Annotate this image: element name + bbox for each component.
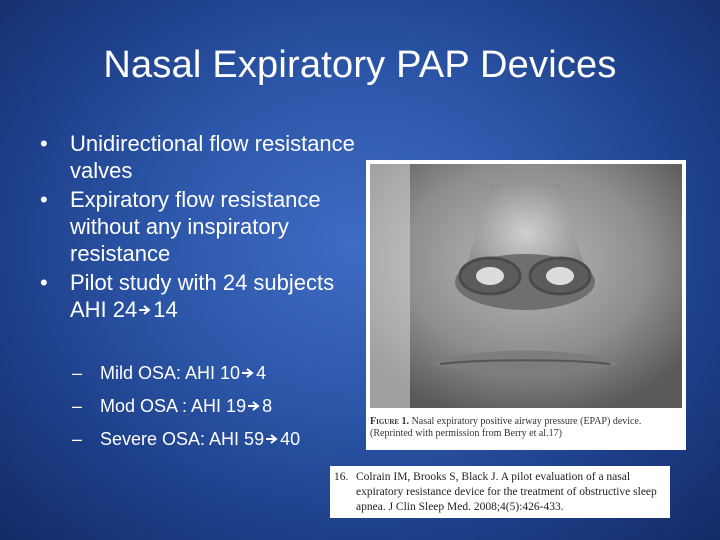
bullet-arrow-value: 14 xyxy=(153,297,178,322)
right-arrow-icon xyxy=(241,366,255,380)
figure-caption-label: Figure 1. xyxy=(370,416,410,427)
slide-title: Nasal Expiratory PAP Devices xyxy=(103,44,617,86)
sub-bullet-item xyxy=(72,395,362,418)
face-epap-photo xyxy=(370,164,682,408)
sub-bullet-text: Mild OSA: AHI 10 xyxy=(100,363,241,383)
sub-bullet-item xyxy=(72,362,362,385)
right-arrow-icon xyxy=(247,399,261,413)
sub-bullet-text: Severe OSA: AHI 59 xyxy=(100,429,265,449)
sub-bullet-arrow-value: 4 xyxy=(256,363,267,383)
sub-bullet-marker: – xyxy=(72,429,83,449)
bullet-list xyxy=(40,130,360,325)
sub-bullet-text: Mod OSA : AHI 19 xyxy=(100,396,247,416)
right-arrow-icon xyxy=(265,432,279,446)
figure-panel xyxy=(366,160,686,450)
sub-bullet-list xyxy=(72,362,362,461)
figure-caption-text: Nasal expiratory positive airway pressure (EPAP) device. (Reprinted with permission from Berry et al.17) xyxy=(370,416,642,439)
bullet-marker: • xyxy=(40,131,48,156)
right-arrow-icon xyxy=(138,303,152,317)
sub-bullet-item xyxy=(72,428,362,451)
bullet-marker: • xyxy=(40,187,48,212)
bullet-text: Pilot study with 24 subjects AHI 24 xyxy=(70,270,335,322)
sub-bullet-arrow-value: 40 xyxy=(280,429,301,449)
figure-caption xyxy=(370,416,682,440)
sub-bullet-marker: – xyxy=(72,396,83,416)
sub-bullet-arrow-value: 8 xyxy=(262,396,273,416)
bullet-marker: • xyxy=(40,270,48,295)
bullet-item xyxy=(40,186,360,267)
reference-citation xyxy=(330,466,670,518)
bullet-text: Unidirectional flow resistance valves xyxy=(70,131,355,183)
reference-number: 16. xyxy=(334,471,349,483)
reference-text: Colrain IM, Brooks S, Black J. A pilot evaluation of a nasal expiratory resistance device for the treatment of obstructive sleep apnea. J Clin Sleep Med. 2008;4(5):426-433. xyxy=(356,471,657,513)
bullet-item xyxy=(40,130,360,184)
sub-bullet-marker: – xyxy=(72,363,83,383)
bullet-item xyxy=(40,269,360,323)
bullet-text: Expiratory flow resistance without any inspiratory resistance xyxy=(70,187,321,266)
face-illustration xyxy=(370,164,682,408)
